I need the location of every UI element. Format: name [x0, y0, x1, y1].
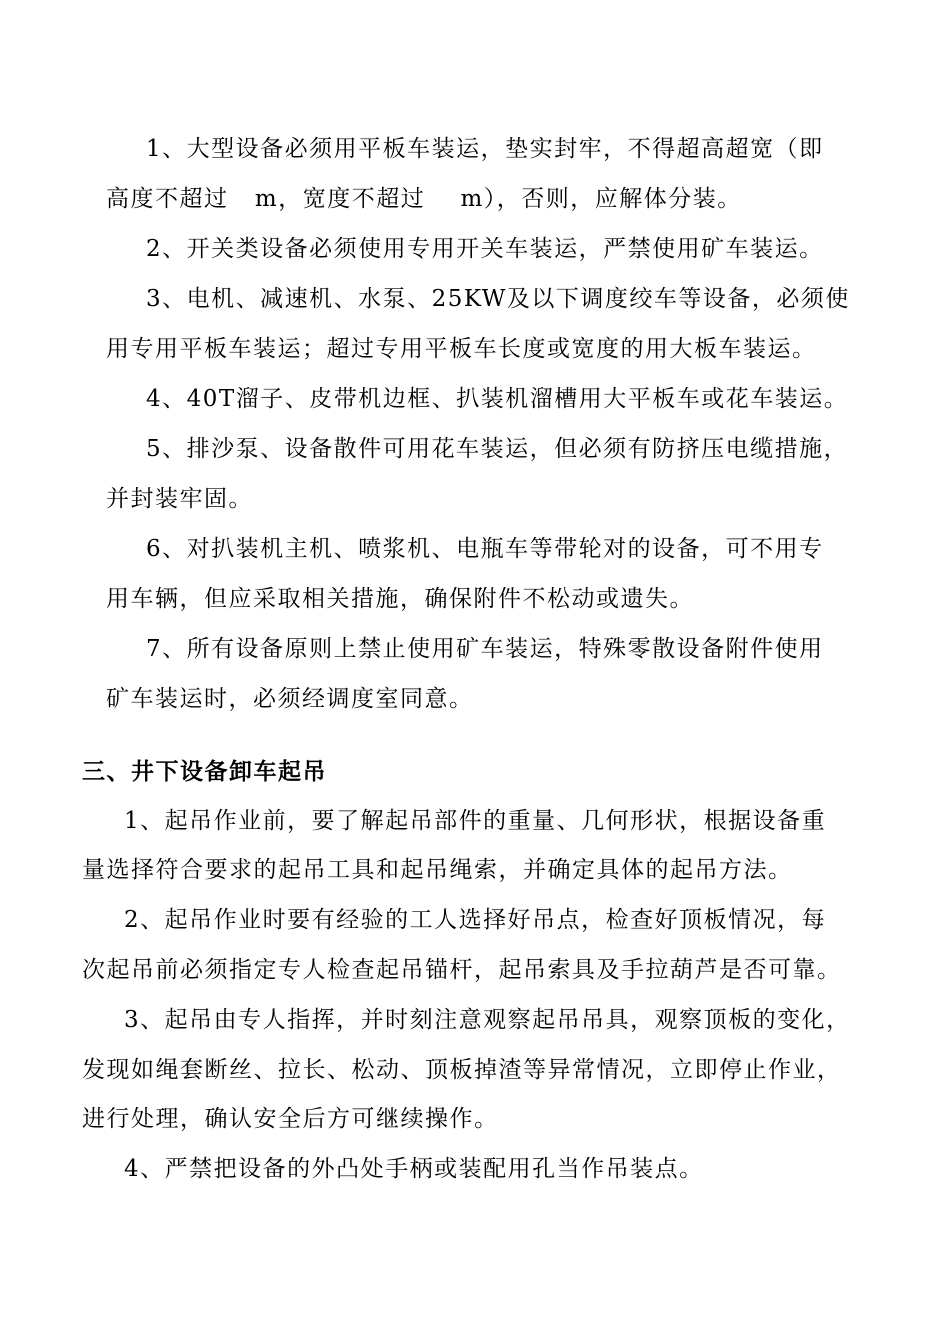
item-text-line: 4、40T溜子、皮带机边框、扒装机溜槽用大平板车或花车装运。	[146, 386, 849, 412]
item-text-line: 1、起吊作业前，要了解起吊部件的重量、几何形状，根据设备重	[124, 808, 827, 834]
item-text-line: 用车辆，但应采取相关措施，确保附件不松动或遗失。	[106, 586, 694, 612]
item-text-line: 矿车装运时，必须经调度室同意。	[106, 686, 474, 712]
item-text-line: 次起吊前必须指定专人检查起吊锚杆，起吊索具及手拉葫芦是否可靠。	[82, 957, 842, 983]
item-text-line: 高度不超过 m，宽度不超过 m），否则，应解体分装。	[106, 186, 742, 212]
item-text-line: 4、严禁把设备的外凸处手柄或装配用孔当作吊装点。	[124, 1156, 704, 1182]
item-text-line: 3、电机、减速机、水泵、25KW及以下调度绞车等设备，必须使	[146, 286, 850, 312]
item-text-line: 3、起吊由专人指挥，并时刻注意观察起吊吊具，观察顶板的变化，	[124, 1007, 851, 1033]
item-text-line: 5、排沙泵、设备散件可用花车装运，但必须有防挤压电缆措施，	[146, 436, 849, 462]
item-text-line: 并封装牢固。	[106, 486, 253, 512]
item-text-line: 用专用平板车装运；超过专用平板车长度或宽度的用大板车装运。	[106, 336, 817, 362]
item-text-line: 量选择符合要求的起吊工具和起吊绳索，并确定具体的起吊方法。	[82, 857, 793, 883]
item-text-line: 2、开关类设备必须使用专用开关车装运，严禁使用矿车装运。	[146, 236, 824, 262]
item-text-line: 7、所有设备原则上禁止使用矿车装运，特殊零散设备附件使用	[146, 636, 824, 662]
item-text-line: 进行处理，确认安全后方可继续操作。	[82, 1106, 499, 1132]
item-text-line: 1、大型设备必须用平板车装运，垫实封牢，不得超高超宽（即	[146, 136, 824, 162]
item-text-line: 6、对扒装机主机、喷浆机、电瓶车等带轮对的设备，可不用专	[146, 536, 824, 562]
section-heading: 三、井下设备卸车起吊	[82, 758, 327, 785]
item-text-line: 发现如绳套断丝、拉长、松动、顶板掉渣等异常情况，立即停止作业，	[82, 1057, 842, 1083]
item-text-line: 2、起吊作业时要有经验的工人选择好吊点，检查好顶板情况，每	[124, 907, 827, 933]
